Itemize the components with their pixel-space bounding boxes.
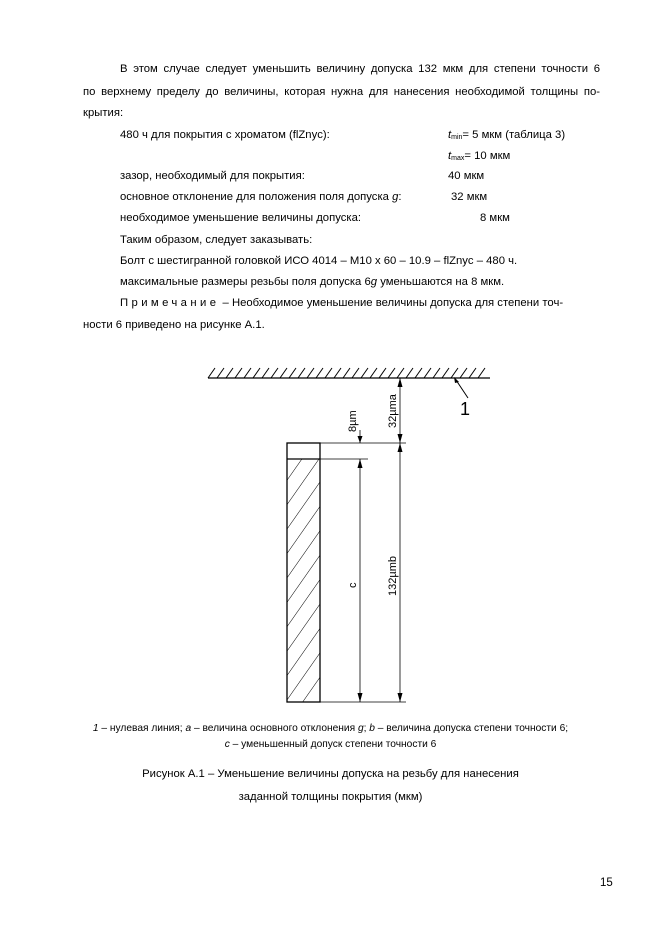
paragraph-1-line-1: В этом случае следует уменьшить величину допуска 132 мкм для степени точности 6 [120,63,600,75]
caption-num-1: 1 [92,723,99,734]
reduction-value: 8 мкм [480,212,510,224]
label-8: 8µm [347,410,359,432]
tmax-subscript: max [451,155,465,162]
hatched-reduced-field [287,459,320,702]
deviation-label [120,190,402,204]
gap-label: зазор, необходимый для покрытия: [120,170,305,182]
note-line-2: ности 6 приведено на рисунке А.1. [83,319,265,331]
tmin-subscript: min [451,134,463,141]
figure-caption-line-2 [0,738,661,752]
paragraph-1-line-2: по верхнему пределу до величины, которая нужна для нанесения необходимой толщины по- [83,86,600,98]
deviation-label-g: g [392,191,399,203]
caption-text-1: – нулевая линия; [98,723,186,734]
zero-line-leader [454,377,468,398]
deviation-label-colon: : [398,191,402,203]
reduction-label: необходимое уменьшение величины допуска: [120,212,361,224]
label-c: c [347,582,359,588]
gap-value: 40 мкм [448,170,485,182]
page-number: 15 [600,877,613,889]
tmin-value [448,128,565,144]
figure-title-line-2: заданной толщины покрытия (мкм) [238,791,423,803]
paragraph-1-line-3: крытия: [83,107,124,119]
label-32: 32µma [387,394,399,428]
caption-letter-c: c [224,739,230,750]
deviation-value: 32 мкм [451,191,488,203]
caption-letter-b: b [369,723,375,734]
dimension-8 [358,430,363,702]
order-max-text: максимальные размеры резьбы поля допуска 6 [120,276,371,288]
order-max-sizes [120,275,504,289]
label-1: 1 [460,399,471,419]
figure-caption-line-1 [0,722,661,736]
deviation-label-text: основное отклонение для положения поля допуска [120,191,393,203]
caption-text-a: – величина основного отклонения [191,723,358,734]
tmax-value [448,149,510,165]
order-bolt: Болт с шестигранной головкой ИСО 4014 – М10 х 60 – 10.9 – flZnyc – 480 ч. [120,255,518,267]
coating-label: 480 ч для покрытия с хроматом (flZnyc): [120,129,330,141]
caption-g: g [357,723,364,734]
tmax-text: = 10 мкм [464,150,511,162]
caption-letter-a: a [185,723,192,734]
caption-sep: ; [363,723,370,734]
note-line-1 [120,296,563,310]
caption-text-b: – величина допуска степени точности 6; [374,723,569,734]
order-max-g: g [370,276,378,288]
order-max-rest: уменьшаются на 8 мкм. [377,276,505,288]
order-intro: Таким образом, следует заказывать: [120,234,313,246]
tmin-text: = 5 мкм (таблица 3) [462,129,566,141]
zero-line [208,368,490,378]
tmax-symbol: t [448,150,452,162]
note-text: – Необходимое уменьшение величины допуска для степени точ- [219,297,564,309]
label-132: 132µmb [387,556,399,596]
caption-text-c: – уменьшенный допуск степени точности 6 [229,739,437,750]
tmin-symbol: t [448,129,452,141]
tolerance-figure [200,360,500,710]
note-word: Примечание [120,297,220,309]
figure-title-line-1: Рисунок А.1 – Уменьшение величины допуска на резьбу для нанесения [142,768,519,780]
